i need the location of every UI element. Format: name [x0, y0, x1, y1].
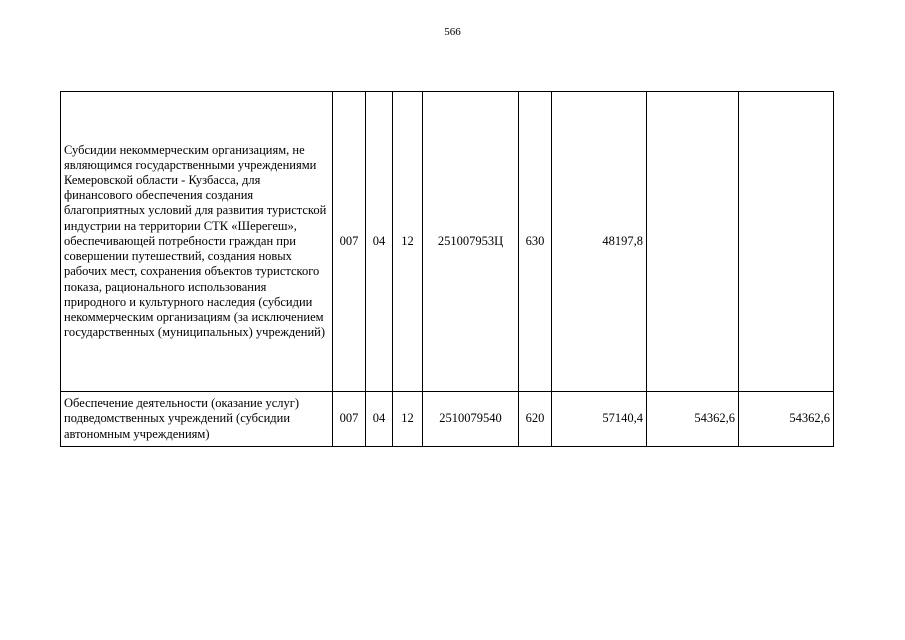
amount-year-2: 54362,6: [647, 392, 739, 447]
row-description: Субсидии некоммерческим организациям, не являющимся государственными учреждениями Кемеровской области - Кузбасса, для финансового обеспечения создания благоприятных условий для развития туристской индустрии на территории СТК «Шерегеш», обеспечивающей потребности граждан при совершении путешествий, создания новых рабочих мест, сохранения объектов туристского показа, рационального использования природного и культурного наследия (субсидии некоммерческим организациям (за исключением государственных (муниципальных) учреждений): [61, 92, 333, 392]
expense-type-code: 620: [519, 392, 552, 447]
subsection-code: 12: [393, 92, 423, 392]
row-description: Обеспечение деятельности (оказание услуг) подведомственных учреждений (субсидии автономным учреждениям): [61, 392, 333, 447]
section-code: 04: [366, 92, 393, 392]
table-row: [61, 392, 834, 447]
amount-year-1: 48197,8: [552, 92, 647, 392]
target-article-code: 251007953Ц: [423, 92, 519, 392]
section-code: 04: [366, 392, 393, 447]
target-article-code: 2510079540: [423, 392, 519, 447]
amount-year-3: [739, 92, 834, 392]
ministry-code: 007: [333, 92, 366, 392]
amount-year-1: 57140,4: [552, 392, 647, 447]
table-row: [61, 92, 834, 392]
budget-table: [60, 91, 834, 447]
ministry-code: 007: [333, 392, 366, 447]
amount-year-3: 54362,6: [739, 392, 834, 447]
expense-type-code: 630: [519, 92, 552, 392]
page-number: 566: [444, 26, 461, 38]
amount-year-2: [647, 92, 739, 392]
subsection-code: 12: [393, 392, 423, 447]
